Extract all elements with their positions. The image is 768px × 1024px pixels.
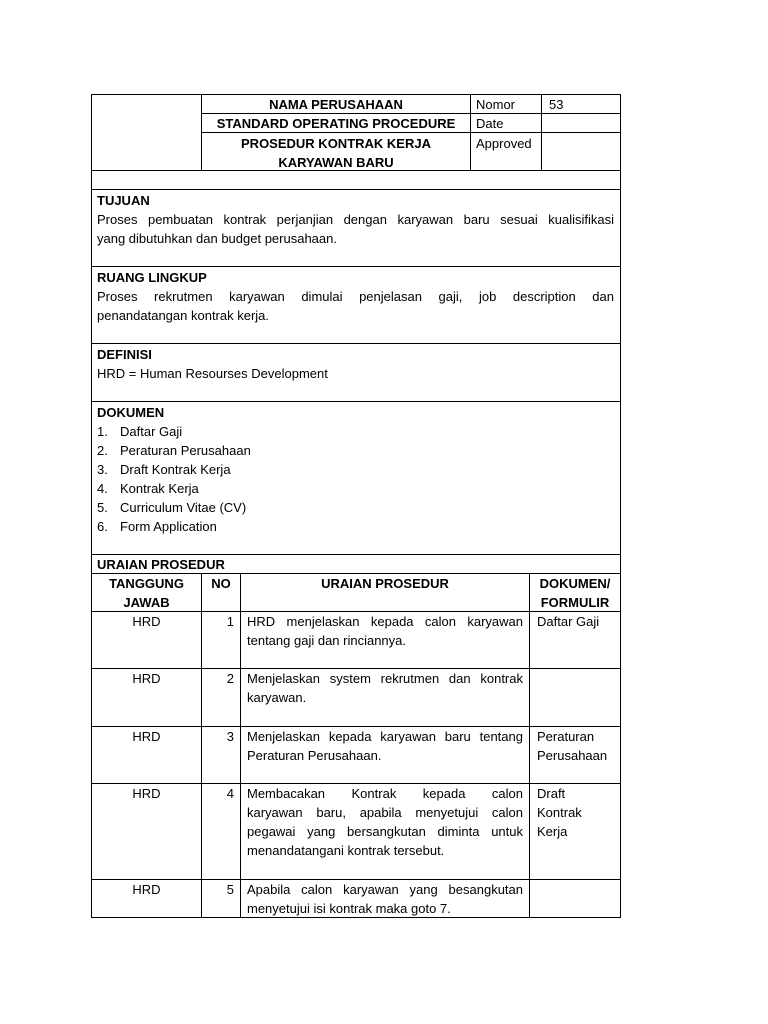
col-header-tanggung-jawab: TANGGUNG JAWAB [91, 573, 202, 612]
table-row-4-pic: HRD [91, 783, 202, 880]
company-name-cell [201, 94, 471, 114]
table-row-4-desc: Membacakan Kontrak kepada calon karyawan baru, apabila menyetujui calon pegawai yang bersangkutan diminta untuk menandatangani kontrak tersebut. [240, 783, 530, 880]
tujuan-line2: yang dibutuhkan dan budget perusahaan. [97, 231, 337, 246]
ruang-lingkup-section [91, 266, 621, 344]
table-row-5-desc: Apabila calon karyawan yang besangkutan menyetujui isi kontrak maka goto 7. [240, 879, 530, 918]
date-label: Date [476, 116, 504, 131]
table-row-1-doc: Daftar Gaji [529, 611, 621, 669]
list-item: 5. Curriculum Vitae (CV) [97, 500, 247, 515]
definisi-heading: DEFINISI [97, 347, 152, 362]
approved-value-cell [541, 132, 621, 171]
approved-label: Approved [476, 136, 532, 151]
sop-title-cell [201, 113, 471, 133]
uraian-heading-row [91, 554, 621, 574]
ruang-lingkup-line1: Proses rekrutmen karyawan dimulai penjelasan gaji, job description dan [97, 289, 614, 304]
spacer-row [91, 170, 621, 190]
logo-cell [91, 94, 202, 171]
tujuan-line1: Proses pembuatan kontrak perjanjian dengan karyawan baru sesuai kualisifikasi [97, 212, 614, 227]
nomor-value-cell [541, 94, 621, 114]
col-header-dokumen: DOKUMEN/ FORMULIR [529, 573, 621, 612]
table-row-2-no: 2 [201, 668, 241, 727]
date-label-cell [470, 113, 542, 133]
nomor-label-cell [470, 94, 542, 114]
dokumen-heading: DOKUMEN [97, 405, 165, 420]
list-item: 2. Peraturan Perusahaan [97, 443, 251, 458]
procedure-title-cell [201, 132, 471, 171]
procedure-title-line2: KARYAWAN BARU [278, 155, 394, 170]
table-row-2-doc [529, 668, 621, 727]
table-row-2-desc: Menjelaskan system rekrutmen dan kontrak karyawan. [240, 668, 530, 727]
sop-title: STANDARD OPERATING PROCEDURE [216, 116, 456, 131]
nomor-label: Nomor [476, 97, 516, 112]
list-item: 3. Draft Kontrak Kerja [97, 462, 231, 477]
col-header-uraian: URAIAN PROSEDUR [240, 573, 530, 612]
tujuan-heading: TUJUAN [97, 193, 150, 208]
approved-label-cell [470, 132, 542, 171]
list-item: 4. Kontrak Kerja [97, 481, 199, 496]
table-row-3-doc: Peraturan Perusahaan [529, 726, 621, 784]
table-row-4-doc: Draft Kontrak Kerja [529, 783, 621, 880]
table-row-3-pic: HRD [91, 726, 202, 784]
table-row-2-pic: HRD [91, 668, 202, 727]
date-value-cell [541, 113, 621, 133]
table-row-5-no: 5 [201, 879, 241, 918]
table-row-1-no: 1 [201, 611, 241, 669]
nomor-value: 53 [549, 97, 564, 112]
list-item: 1. Daftar Gaji [97, 424, 183, 439]
table-row-5-pic: HRD [91, 879, 202, 918]
dokumen-list [97, 422, 251, 536]
tujuan-section [91, 189, 621, 267]
uraian-heading: URAIAN PROSEDUR [97, 557, 225, 572]
definisi-text: HRD = Human Resourses Development [97, 366, 328, 381]
list-item: 6. Form Application [97, 519, 217, 534]
table-row-4-no: 4 [201, 783, 241, 880]
table-row-3-no: 3 [201, 726, 241, 784]
procedure-title-line1: PROSEDUR KONTRAK KERJA [241, 136, 431, 151]
ruang-lingkup-heading: RUANG LINGKUP [97, 270, 207, 285]
company-name: NAMA PERUSAHAAN [269, 97, 403, 112]
col-header-no: NO [201, 573, 241, 612]
ruang-lingkup-line2: penandatangan kontrak kerja. [97, 308, 270, 323]
definisi-section [91, 343, 621, 402]
table-row-1-desc: HRD menjelaskan kepada calon karyawan tentang gaji dan rinciannya. [240, 611, 530, 669]
table-row-1-pic: HRD [91, 611, 202, 669]
dokumen-section [91, 401, 621, 555]
table-row-5-doc [529, 879, 621, 918]
table-row-3-desc: Menjelaskan kepada karyawan baru tentang Peraturan Perusahaan. [240, 726, 530, 784]
